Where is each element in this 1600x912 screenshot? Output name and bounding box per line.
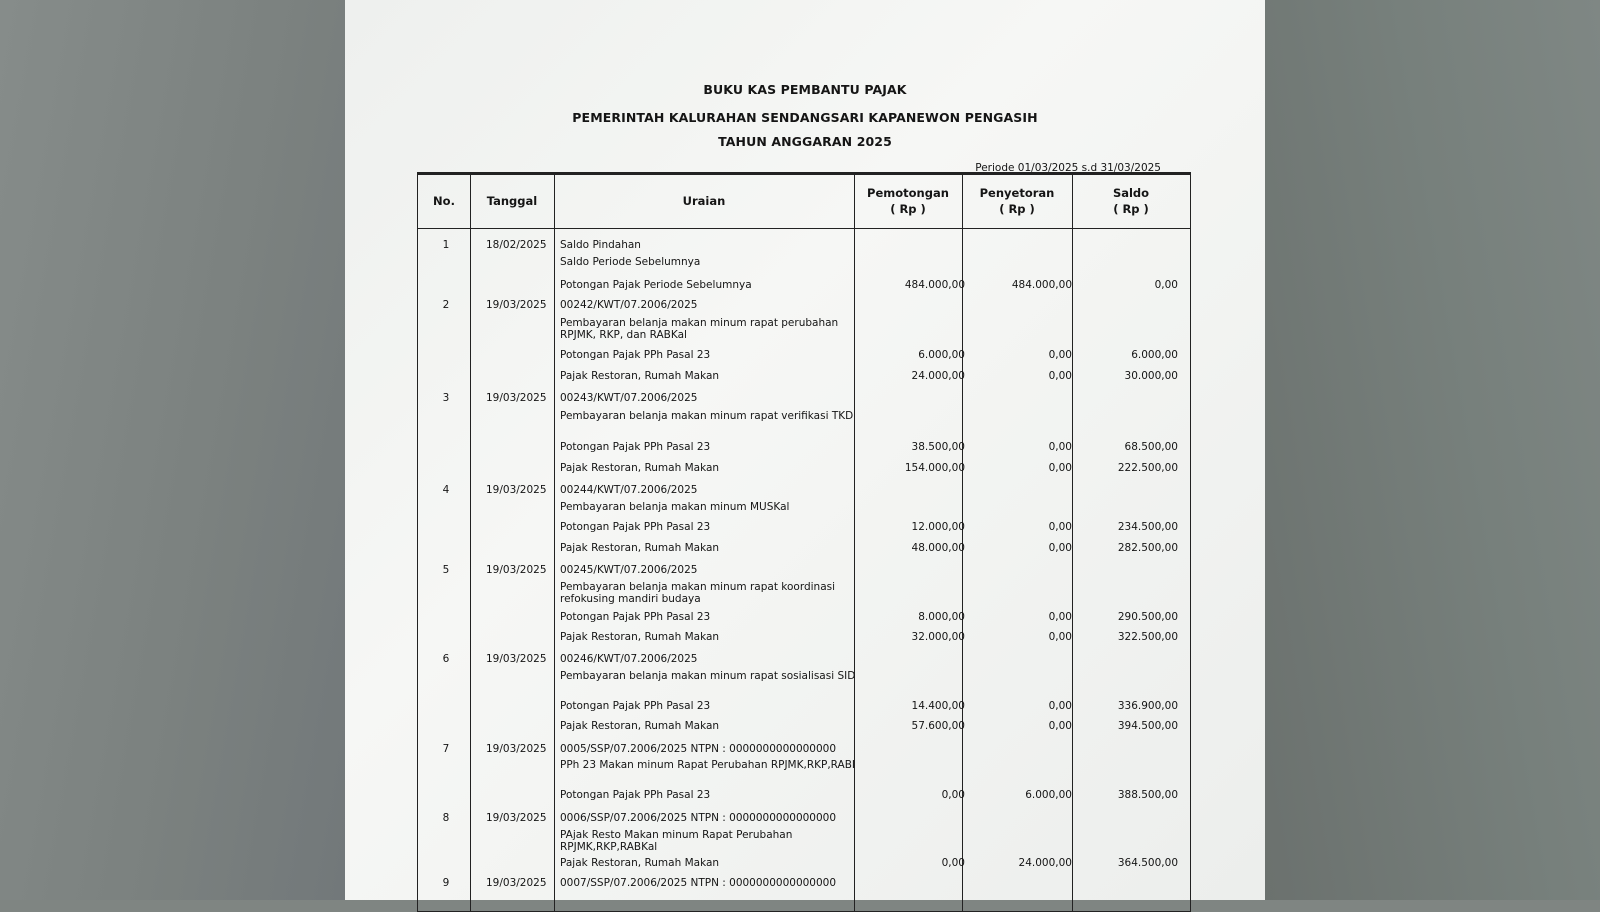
cell-penyetoran: 0,00: [1048, 611, 1072, 623]
table-row: [418, 256, 1190, 274]
header-pemotongan-label: Pemotongan: [867, 186, 949, 200]
table-row: [418, 299, 1190, 317]
table-row: [418, 370, 1190, 388]
cell-saldo: 336.900,00: [1117, 700, 1178, 712]
table-row: [418, 631, 1190, 649]
cell-uraian: 0007/SSP/07.2006/2025 NTPN : 0000000000000000: [560, 877, 837, 889]
cell-saldo: 234.500,00: [1117, 521, 1178, 533]
document-page: [345, 0, 1265, 900]
cell-no: 3: [442, 392, 450, 404]
cell-saldo: 68.500,00: [1124, 441, 1178, 453]
table-row: [418, 317, 1190, 341]
cell-no: 4: [442, 484, 450, 496]
cell-penyetoran: 0,00: [1048, 370, 1072, 382]
table-row: [418, 279, 1190, 297]
cell-tanggal: 19/03/2025: [486, 743, 547, 755]
header-tanggal: [470, 175, 554, 227]
cell-penyetoran: 484.000,00: [1011, 279, 1072, 291]
table-row: [418, 857, 1190, 875]
cell-pemotongan: 6.000,00: [918, 349, 965, 361]
cell-pemotongan: 154.000,00: [904, 462, 965, 474]
table-row: [418, 484, 1190, 502]
cell-uraian: Pembayaran belanja makan minum MUSKal: [560, 501, 790, 513]
cell-uraian: Pembayaran belanja makan minum rapat verifikasi TKD: [560, 410, 854, 422]
table-row: [418, 501, 1190, 519]
table-row: [418, 542, 1190, 560]
table-row: [418, 759, 1190, 777]
table-row: [418, 521, 1190, 539]
cell-saldo: 0,00: [1154, 279, 1178, 291]
cell-penyetoran: 0,00: [1048, 462, 1072, 474]
cell-uraian: Potongan Pajak PPh Pasal 23: [560, 441, 711, 453]
table-row: [418, 349, 1190, 367]
header-no: [418, 175, 470, 227]
cell-uraian: Pajak Restoran, Rumah Makan: [560, 462, 720, 474]
table-row: [418, 564, 1190, 582]
header-penyetoran-label: Penyetoran: [979, 186, 1055, 200]
cell-penyetoran: 0,00: [1048, 631, 1072, 643]
cell-no: 1: [442, 239, 450, 251]
cell-penyetoran: 6.000,00: [1025, 789, 1072, 801]
header-tanggal-label: Tanggal: [486, 194, 538, 208]
cell-saldo: 290.500,00: [1117, 611, 1178, 623]
cell-pemotongan: 0,00: [941, 857, 965, 869]
cell-uraian: PAjak Resto Makan minum Rapat Perubahan: [560, 829, 793, 841]
cell-tanggal: 18/02/2025: [486, 239, 547, 251]
background-right: [1265, 0, 1600, 900]
cell-uraian: Saldo Periode Sebelumnya: [560, 256, 701, 268]
cell-uraian: Potongan Pajak PPh Pasal 23: [560, 521, 711, 533]
cell-uraian: Potongan Pajak Periode Sebelumnya: [560, 279, 752, 291]
cell-pemotongan: 32.000,00: [911, 631, 965, 643]
header-pemotongan-unit: ( Rp ): [890, 202, 926, 216]
cell-no: 2: [442, 299, 450, 311]
cell-uraian: Saldo Pindahan: [560, 239, 641, 251]
cell-tanggal: 19/03/2025: [486, 299, 547, 311]
cell-no: 7: [442, 743, 450, 755]
cell-uraian: Potongan Pajak PPh Pasal 23: [560, 789, 711, 801]
cell-saldo: 282.500,00: [1117, 542, 1178, 554]
cell-uraian-continued: refokusing mandiri budaya: [560, 593, 701, 605]
cell-penyetoran: 0,00: [1048, 441, 1072, 453]
cell-penyetoran: 0,00: [1048, 542, 1072, 554]
header-pemotongan: [854, 175, 962, 227]
period-label: Periode 01/03/2025 s.d 31/03/2025: [975, 162, 1161, 174]
cell-penyetoran: 0,00: [1048, 720, 1072, 732]
header-saldo: [1072, 175, 1190, 227]
cell-saldo: 30.000,00: [1124, 370, 1178, 382]
header-uraian-label: Uraian: [682, 194, 726, 208]
table-row: [418, 239, 1190, 257]
cell-no: 8: [442, 812, 450, 824]
header-saldo-unit: ( Rp ): [1113, 202, 1149, 216]
document-title: BUKU KAS PEMBANTU PAJAK: [703, 82, 907, 97]
cell-uraian: Pajak Restoran, Rumah Makan: [560, 542, 720, 554]
cell-uraian: 0005/SSP/07.2006/2025 NTPN : 0000000000000000: [560, 743, 837, 755]
cell-saldo: 394.500,00: [1117, 720, 1178, 732]
table-row: [418, 392, 1190, 410]
cell-pemotongan: 48.000,00: [911, 542, 965, 554]
cell-uraian: Potongan Pajak PPh Pasal 23: [560, 700, 711, 712]
table-row: [418, 700, 1190, 718]
cell-pemotongan: 12.000,00: [911, 521, 965, 533]
cell-penyetoran: 24.000,00: [1018, 857, 1072, 869]
table-row: [418, 462, 1190, 480]
cell-uraian: Pembayaran belanja makan minum rapat koordinasi: [560, 581, 836, 593]
cell-uraian-continued: RPJMK,RKP,RABKal: [560, 841, 658, 853]
cell-uraian: Pajak Restoran, Rumah Makan: [560, 857, 720, 869]
cell-uraian: Pembayaran belanja makan minum rapat perubahan: [560, 317, 839, 329]
header-penyetoran: [962, 175, 1072, 227]
table-row: [418, 670, 1190, 688]
table-row: [418, 441, 1190, 459]
header-penyetoran-unit: ( Rp ): [999, 202, 1035, 216]
cell-saldo: 222.500,00: [1117, 462, 1178, 474]
cell-penyetoran: 0,00: [1048, 700, 1072, 712]
header-uraian: [554, 175, 854, 227]
cell-tanggal: 19/03/2025: [486, 877, 547, 889]
cell-uraian: 0006/SSP/07.2006/2025 NTPN : 0000000000000000: [560, 812, 837, 824]
cell-pemotongan: 0,00: [941, 789, 965, 801]
background-left: [0, 0, 345, 900]
table-row: [418, 653, 1190, 671]
cell-uraian: Pajak Restoran, Rumah Makan: [560, 720, 720, 732]
cell-pemotongan: 484.000,00: [904, 279, 965, 291]
cell-uraian: 00243/KWT/07.2006/2025: [560, 392, 698, 404]
cell-pemotongan: 14.400,00: [911, 700, 965, 712]
header-saldo-label: Saldo: [1112, 186, 1150, 200]
table-row: [418, 789, 1190, 807]
cell-uraian: 00244/KWT/07.2006/2025: [560, 484, 698, 496]
cell-tanggal: 19/03/2025: [486, 484, 547, 496]
cell-uraian-continued: RPJMK, RKP, dan RABKal: [560, 329, 687, 341]
cell-saldo: 364.500,00: [1117, 857, 1178, 869]
cell-saldo: 322.500,00: [1117, 631, 1178, 643]
table-row: [418, 611, 1190, 629]
cell-pemotongan: 57.600,00: [911, 720, 965, 732]
cell-uraian: 00245/KWT/07.2006/2025: [560, 564, 698, 576]
cell-uraian: Potongan Pajak PPh Pasal 23: [560, 349, 711, 361]
cell-no: 9: [442, 877, 450, 889]
cell-tanggal: 19/03/2025: [486, 564, 547, 576]
cell-uraian: Pajak Restoran, Rumah Makan: [560, 370, 720, 382]
table-row: [418, 812, 1190, 830]
cell-pemotongan: 24.000,00: [911, 370, 965, 382]
cell-uraian: Potongan Pajak PPh Pasal 23: [560, 611, 711, 623]
cell-tanggal: 19/03/2025: [486, 392, 547, 404]
ledger-table: [417, 172, 1191, 912]
cell-no: 6: [442, 653, 450, 665]
table-row: [418, 410, 1190, 428]
cell-tanggal: 19/03/2025: [486, 653, 547, 665]
cell-pemotongan: 38.500,00: [911, 441, 965, 453]
document-year: TAHUN ANGGARAN 2025: [718, 134, 892, 149]
cell-uraian: Pajak Restoran, Rumah Makan: [560, 631, 720, 643]
cell-saldo: 6.000,00: [1131, 349, 1178, 361]
table-row: [418, 581, 1190, 605]
table-row: [418, 829, 1190, 853]
cell-pemotongan: 8.000,00: [918, 611, 965, 623]
document-subtitle: PEMERINTAH KALURAHAN SENDANGSARI KAPANEWON PENGASIH: [572, 110, 1038, 125]
table-header: [418, 175, 1190, 229]
cell-saldo: 388.500,00: [1117, 789, 1178, 801]
cell-uraian: PPh 23 Makan minum Rapat Perubahan RPJMK,RKP,RABI: [560, 759, 856, 771]
table-row: [418, 720, 1190, 738]
header-no-label: No.: [433, 194, 455, 208]
table-row: [418, 877, 1190, 895]
cell-tanggal: 19/03/2025: [486, 812, 547, 824]
cell-penyetoran: 0,00: [1048, 521, 1072, 533]
cell-uraian: 00246/KWT/07.2006/2025: [560, 653, 698, 665]
cell-penyetoran: 0,00: [1048, 349, 1072, 361]
cell-no: 5: [442, 564, 450, 576]
cell-uraian: 00242/KWT/07.2006/2025: [560, 299, 698, 311]
cell-uraian: Pembayaran belanja makan minum rapat sosialisasi SID: [560, 670, 856, 682]
